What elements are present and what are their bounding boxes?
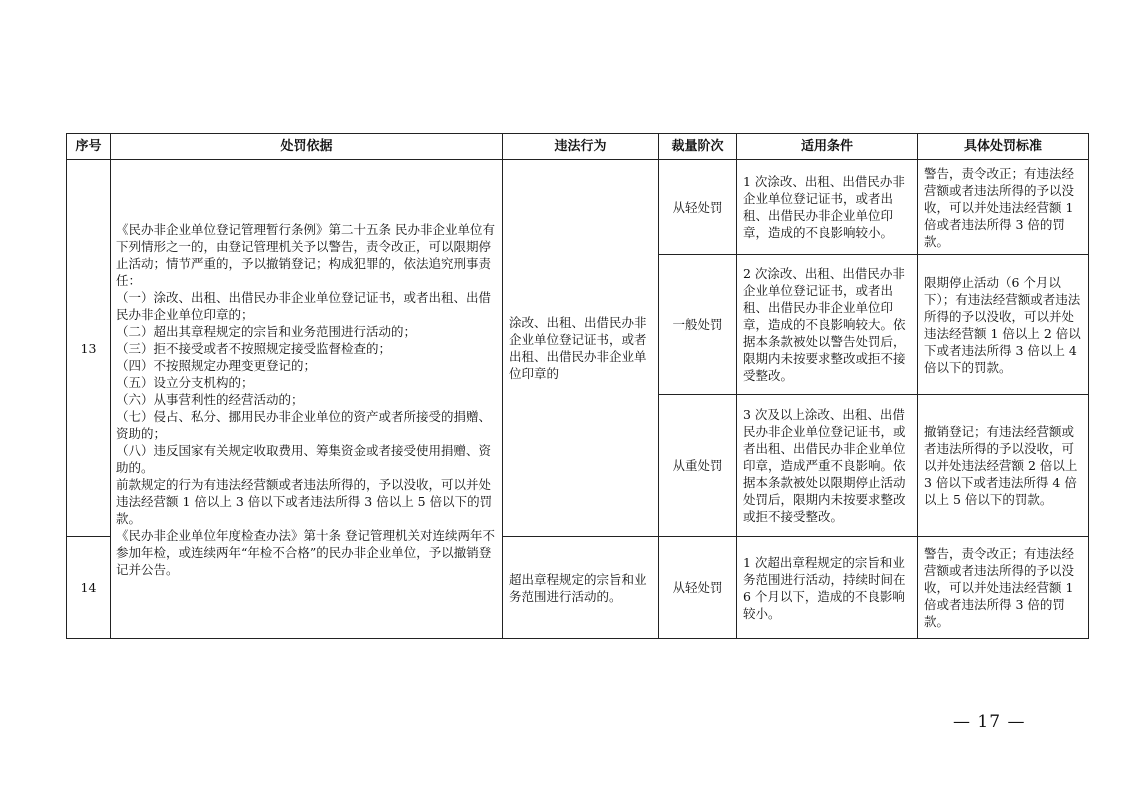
header-applicable-condition: 适用条件 xyxy=(737,134,918,160)
basis-line: （四）不按照规定办理变更登记的； xyxy=(116,357,317,373)
condition-cell: 1 次涂改、出租、出借民办非企业单位登记证书，或者出租、出借民办非企业单位印章，造成的不良影响较小。 xyxy=(737,160,918,255)
level-general: 一般处罚 xyxy=(659,255,737,395)
basis-line: （三）拒不接受或者不按照规定接受监督检查的； xyxy=(116,340,392,356)
basis-line: （八）违反国家有关规定收取费用、筹集资金或者接受使用捐赠、资助的。 xyxy=(116,442,492,475)
basis-line: （一）涂改、出租、出借民办非企业单位登记证书，或者出租、出借民办非企业单位印章的； xyxy=(116,289,492,322)
standard-cell: 警告，责令改正；有违法经营额或者违法所得的予以没收，可以并处违法经营额 1 倍或者违法所得 3 倍的罚款。 xyxy=(918,160,1089,255)
row-14-number: 14 xyxy=(67,537,111,639)
basis-line: （七）侵占、私分、挪用民办非企业单位的资产或者所接受的捐赠、资助的； xyxy=(116,408,492,441)
level-lenient: 从轻处罚 xyxy=(659,160,737,255)
basis-line: 前款规定的行为有违法经营额或者违法所得的，予以没收，可以并处违法经营额 1 倍以上 3 倍以下或者违法所得 3 倍以上 5 倍以下的罚款。 xyxy=(116,476,493,526)
basis-line: （五）设立分支机构的； xyxy=(116,374,254,390)
row-14-violation: 超出章程规定的宗旨和业务范围进行活动的。 xyxy=(503,537,659,639)
penalty-standards-table xyxy=(66,133,1089,639)
header-serial-number: 序号 xyxy=(67,134,111,160)
header-penalty-basis: 处罚依据 xyxy=(111,134,503,160)
header-penalty-standard: 具体处罚标准 xyxy=(918,134,1089,160)
level-severe: 从重处罚 xyxy=(659,395,737,537)
standard-cell: 警告，责令改正；有违法经营额或者违法所得的予以没收，可以并处违法经营额 1 倍或者违法所得 3 倍的罚款。 xyxy=(918,537,1089,639)
row-13-number: 13 xyxy=(67,160,111,537)
condition-cell: 2 次涂改、出租、出借民办非企业单位登记证书，或者出租、出借民办非企业单位印章，造成的不良影响较大。依据本条款被处以警告处罚后，限期内未按要求整改或拒不接受整改。 xyxy=(737,255,918,395)
basis-line: 《民办非企业单位登记管理暂行条例》第二十五条 民办非企业单位有下列情形之一的，由登记管理机关予以警告，责令改正，可以限期停止活动；情节严重的，予以撤销登记；构成犯罪的，依法追究刑事责任： xyxy=(116,221,495,288)
header-discretion-level: 裁量阶次 xyxy=(659,134,737,160)
page-number: — 17 — xyxy=(953,712,1026,732)
condition-cell: 1 次超出章程规定的宗旨和业务范围进行活动，持续时间在 6 个月以下，造成的不良影响较小。 xyxy=(737,537,918,639)
row-13-violation: 涂改、出租、出借民办非企业单位登记证书，或者出租、出借民办非企业单位印章的 xyxy=(503,160,659,537)
header-violation: 违法行为 xyxy=(503,134,659,160)
standard-cell: 限期停止活动（6 个月以下）；有违法经营额或者违法所得的予以没收，可以并处违法经营额 1 倍以上 2 倍以下或者违法所得 3 倍以上 4 倍以下的罚款。 xyxy=(918,255,1089,395)
table-row xyxy=(67,160,1089,255)
level-lenient: 从轻处罚 xyxy=(659,537,737,639)
standard-cell: 撤销登记；有违法经营额或者违法所得的予以没收，可以并处违法经营额 2 倍以上 3 倍以下或者违法所得 4 倍以上 5 倍以下的罚款。 xyxy=(918,395,1089,537)
penalty-basis-cell xyxy=(111,160,503,639)
table-header-row xyxy=(67,134,1089,160)
basis-line: （六）从事营利性的经营活动的； xyxy=(116,391,304,407)
condition-cell: 3 次及以上涂改、出租、出借民办非企业单位登记证书，或者出租、出借民办非企业单位印章，造成严重不良影响。依据本条款被处以限期停止活动处罚后，限期内未按要求整改或拒不接受整改。 xyxy=(737,395,918,537)
basis-line: 《民办非企业单位年度检查办法》第十条 登记管理机关对连续两年不参加年检，或连续两年“年检不合格”的民办非企业单位，予以撤销登记并公告。 xyxy=(116,527,495,577)
basis-line: （二）超出其章程规定的宗旨和业务范围进行活动的； xyxy=(116,323,417,339)
